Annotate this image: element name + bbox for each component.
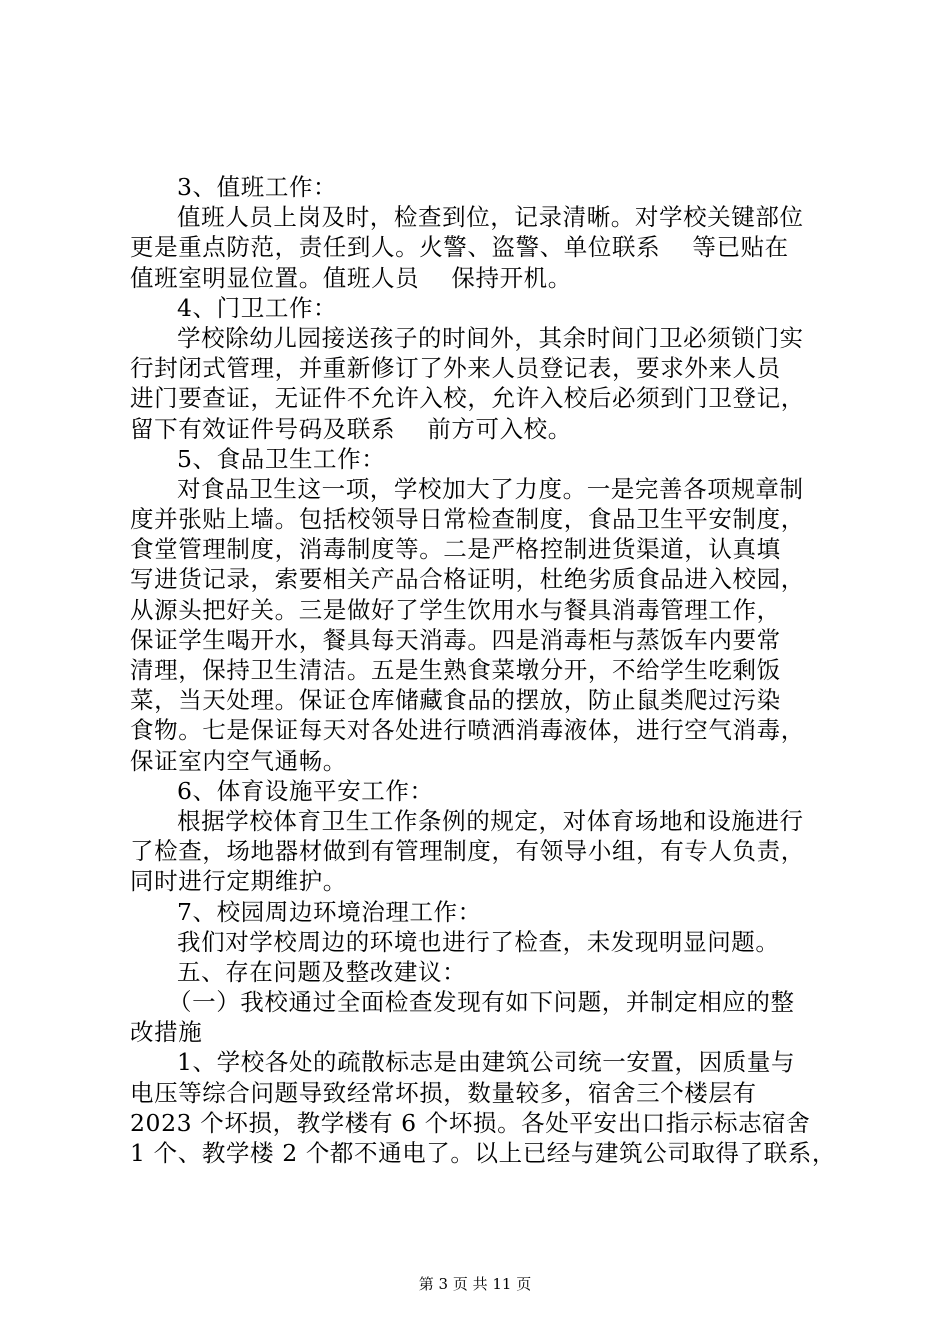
text-line: 5、食品卫生工作： [177,444,386,473]
text-line: 学校除幼儿园接送孩子的时间外，其余时间门卫必须锁门实 [177,323,804,352]
text-line: 行封闭式管理，并重新修订了外来人员登记表，要求外来人员 [130,354,781,383]
text-line: 1、学校各处的疏散标志是由建筑公司统一安置，因质量与 [177,1048,796,1077]
text-line: 3、值班工作： [177,173,338,201]
text-line: 留下有效证件号码及联系 前方可入校。 [130,414,572,443]
text-line: 2023 个坏损，教学楼有 6 个坏损。各处平安出口指示标志宿舍 [130,1108,811,1137]
text-line: 食物。七是保证每天对各处进行喷洒消毒液体，进行空气消毒， [130,716,805,745]
text-line: 保证学生喝开水，餐具每天消毒。四是消毒柜与蒸饭车内要常 [130,625,781,654]
text-line: 电压等综合问题导致经常坏损，数量较多，宿舍三个楼层有 [130,1078,757,1107]
text-line: 6、体育设施平安工作： [177,776,434,805]
text-line: 进门要查证，无证件不允许入校，允许入校后必须到门卫登记， [130,384,805,413]
text-line: 7、校园周边环境治理工作： [177,897,482,926]
text-line: 值班室明显位置。值班人员 保持开机。 [130,263,572,292]
document-body [130,172,840,1168]
text-line: 写进货记录，索要相关产品合格证明，杜绝劣质食品进入校园， [130,565,805,594]
text-line: 我们对学校周边的环境也进行了检查，未发现明显问题。 [177,927,780,956]
text-line: 根据学校体育卫生工作条例的规定，对体育场地和设施进行 [177,806,804,835]
text-line: 菜，当天处理。保证仓库储藏食品的摆放，防止鼠类爬过污染 [130,686,781,715]
text-line: 改措施 [130,1018,203,1047]
text-line: 从源头把好关。三是做好了学生饮用水与餐具消毒管理工作， [130,595,781,624]
text-line: 食堂管理制度，消毒制度等。二是严格控制进货渠道，认真填 [130,535,781,564]
text-line: 五、存在问题及整改建议： [177,957,467,986]
text-line: 1 个、教学楼 2 个都不通电了。以上已经与建筑公司取得了联系， [130,1139,837,1167]
text-line: 值班人员上岗及时，检查到位，记录清晰。对学校关键部位 [177,203,804,232]
text-line: 清理，保持卫生清洁。五是生熟食菜墩分开，不给学生吃剩饭 [130,656,781,684]
text-line: （一）我校通过全面检查发现有如下问题，并制定相应的整 [168,988,795,1017]
text-line: 同时进行定期维护。 [130,867,347,896]
text-line: 保证室内空气通畅。 [130,746,347,775]
text-line: 对食品卫生这一项，学校加大了力度。一是完善各项规章制 [177,474,804,503]
page-footer: 第 3 页 共 11 页 [418,1275,532,1293]
text-line: 了检查，场地器材做到有管理制度，有领导小组，有专人负责， [130,837,805,866]
text-line: 更是重点防范，责任到人。火警、盗警、单位联系 等已贴在 [130,233,789,262]
text-line: 4、门卫工作： [177,293,338,322]
text-line: 度并张贴上墙。包括校领导日常检查制度，食品卫生平安制度， [130,505,805,534]
